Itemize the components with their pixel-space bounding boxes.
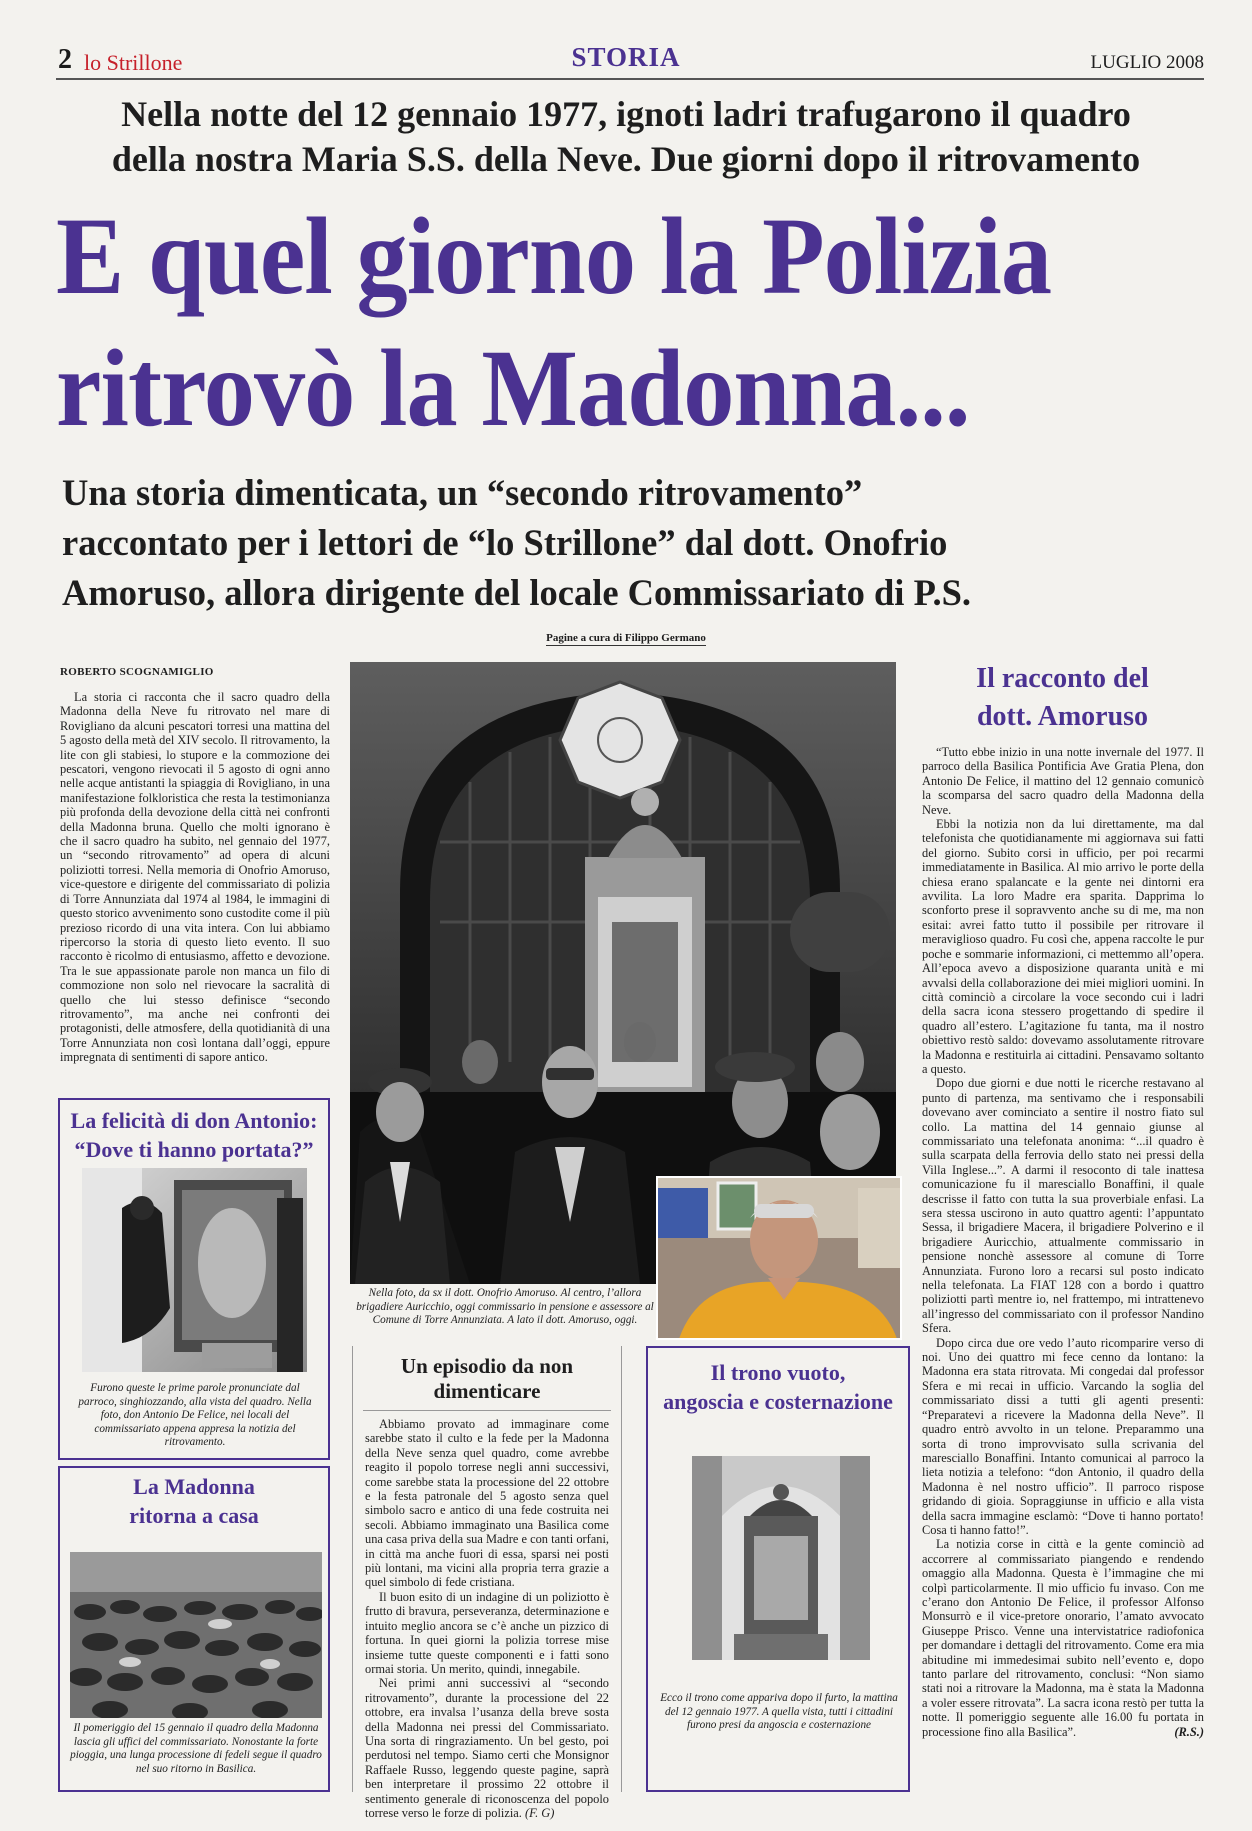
subhead (62, 468, 1222, 618)
episodio-text-2: Il buon esito di un indagine di un poliziotto è frutto di bravura, perseveranza, determinazione e intuito meglio ancora se c’è anche un pizzico di fortuna. In quei giorni la polizia torrese mise insieme tutte queste componenti e i fatti sono ormai storia. Un merito, quindi, innegabile. (365, 1589, 609, 1676)
racconto-title-2: dott. Amoruso (976, 701, 1149, 732)
subhead-line-2: raccontato per i lettori de “lo Strillone” dal dott. Onofrio (62, 522, 948, 563)
racconto-p5: La notizia corse in città e la gente cominciò ad accorrere al commissariato piangendo e rendendo omaggio alla Madonna. Questa è l’immagine che mi colpì particolarmente. Il mio ufficio fu invaso. Con me c’erano don Antonio De Felice, il professor Alfonso Monsurrò e il vice-pretore onorario, l’amato avvocato Giuseppe Prisco. Venne una intervistatrice radiofonica per domandare i dettagli del ritrovamento. Come era mia abitudine mi immedesimai subito nell’evento e, dopo tanto parlare del ritrovamento, conclusi: “Non siamo stati noi a ritrovare la Madonna, ma è stata la Madonna a voler essere ritrovata”. La sacra icona restò per tutta la notte. Il pomeriggio seguente alle 16.00 fu portata in processione fino alla Basilica”. (R.S.) (922, 1537, 1204, 1739)
racconto-p1: “Tutto ebbe inizio in una notte invernale del 1977. Il parroco della Basilica Pontificia Ave Gratia Plena, don Antonio De Felice, il mattino del 12 gennaio comunicò la scomparsa del sacro quadro della Madonna della Neve. (922, 745, 1204, 817)
box-ritorna-caption: Il pomeriggio del 15 gennaio il quadro della Madonna lascia gli uffici del commissariato. Nonostante la forte pioggia, una lunga processione di fedeli segue il quadro nel suo ritorno in Basilica. (70, 1722, 322, 1775)
racconto-title (950, 660, 1175, 736)
box-felicita-title-2: “Dove ti hanno portata?” (74, 1137, 314, 1162)
box-ritorna-title-2: ritorna a casa (129, 1503, 259, 1528)
section-title: STORIA (571, 42, 681, 72)
box-trono-title-1: Il trono vuoto, (710, 1360, 846, 1385)
procession-photo (70, 1552, 322, 1718)
don-antonio-photo (82, 1168, 307, 1372)
episodio-signature: (F. G) (525, 1805, 555, 1820)
subhead-line-3: Amoruso, allora dirigente del locale Commissariato di P.S. (62, 572, 972, 613)
box-felicita-title-1: La felicità di don Antonio: (70, 1108, 318, 1133)
box-felicita (58, 1098, 330, 1460)
curated-by: Pagine a cura di Filippo Germano (546, 632, 706, 644)
racconto-signature: (R.S.) (1174, 1724, 1204, 1739)
kicker-line-1: Nella notte del 12 gennaio 1977, ignoti ladri trafugarono il quadro (121, 94, 1131, 134)
page-number: 2 (58, 44, 72, 75)
episodio-text-3: Nei primi anni successivi al “secondo ritrovamento”, durante la processione del 22 ottobre, era invalsa l’usanza della breve sosta della Madonna nei pressi del Commissariato. Una sorta di ringraziamento. Un bel gesto, poi perdutosi nel tempo. Siamo certi che Monsignor Raffaele Russo, leggendo queste pagine, saprà ben interpretare il prossimo 22 ottobre il sentimento generale di riconoscenza del popolo torrese verso le forze di polizia. (F. G) (365, 1676, 609, 1820)
box-felicita-caption: Furono queste le prime parole pronunciate dal parroco, singhiozzando, alla vista del quadro. Nella foto, don Antonio De Felice, nei locali del commissariato appena appresa la notizia del ritrovamento. (78, 1382, 312, 1449)
main-photo-caption: Nella foto, da sx il dott. Onofrio Amoruso. Al centro, l’allora brigadiere Auricchio, oggi commissario in pensione e assessore al Comune di Torre Annunziata. A lato il dott. Amoruso, oggi. (356, 1287, 654, 1327)
kicker-line-2: della nostra Maria S.S. della Neve. Due giorni dopo il ritrovamento (111, 139, 1141, 179)
main-article-text: La storia ci racconta che il sacro quadro della Madonna della Neve fu ritrovato nel mare di Rovigliano da alcuni pescatori torresi una mattina del 5 agosto della metà del XIV secolo. Il ritrovamento, la lite con gli stabiesi, lo stupore e la commozione dei pescatori, vengono rievocati il 5 agosto di ogni anno nelle acque antistanti la spiaggia di Rovigliano, in una manifestazione folkloristica che resta la testimonianza più profonda della devozione della città nei confronti della Madonna bruna. Quello che molti ignorano è che il sacro quadro ha subito, nel gennaio del 1977, un “secondo ritrovamento” ad opera di alcuni poliziotti torresi. Nella memoria di Onofrio Amoruso, vice-questore e dirigente del commissariato di polizia di Torre Annunziata dal 1974 al 1984, le immagini di questo storico avvenimento sono custodite come il più prezioso ricordo di una vita intera. Con lui abbiamo ripercorso la storia di questo lieto evento. Il suo racconto è ricolmo di entusiasmo, affetto e devozione. Tra le sue appassionate parole non manca un filo di commozione non solo nel rievocare la sacralità di quello che lui stesso definisce “secondo ritrovamento”, ma anche nei confronti dei protagonisti, delle atmosfere, della quotidianità di una Torre Annunziata non così lontana dall’oggi, eppure impregnata di sentimenti di sapore antico. (60, 690, 330, 1065)
subhead-line-1: Una storia dimenticata, un “secondo ritrovamento” (62, 472, 863, 513)
headline-line-2: ritrovò la Madonna... (56, 327, 970, 449)
masthead-rule (56, 78, 1204, 80)
kicker (40, 92, 1212, 182)
episodio-text-1: Abbiamo provato ad immaginare come sarebbe stato il culto e la fede per la Madonna della Neve senza quel quadro, come avrebbe reagito il popolo torrese negli anni successivi, come sarebbe stata la processione del 22 ottobre e la festa patronale del 5 agosto senza quel simbolo sacro e antico di una fede costruita nei secoli. Abbiamo immaginato una Basilica come una casa priva della sua Madre e con tanti orfani, in città ma anche fuori di essa, sparsi nei posti più lontani, ma vicini alla propria terra grazie a quel simbolo di fede cristiana. (365, 1417, 609, 1590)
racconto-p2: Ebbi la notizia non da lui direttamente, ma dal telefonista che quotidianamente mi aggiornava sui fatti del giorno. Subito corsi in ufficio, per poi recarmi immediatamente in Basilica. Al mio arrivo le porte della chiesa erano spalancate e la gente nei dintorni era avvilita. La loro Madre era sparita. Dapprima lo sconforto prese il sopravvento anche su di me, ma non esitai: avrei fatto tutto il possibile per ritrovare il meraviglioso quadro. Fu così che, appena raccolte le pur poche e sommarie informazioni, ci mettemmo all’opera. All’epoca avevo a disposizione quaranta unità e mi avvalsi della collaborazione dei miei migliori uomini. In città cominciò a circolare la voce secondo cui i ladri della sacra icona stessero progettando di spedire il quadro all’estero. L’agitazione fu tanta, ma il nostro obiettivo restò saldo: dovevamo assolutamente ritrovare la Madonna e restituirla ai cittadini. Pensavamo soltanto a questo. (922, 817, 1204, 1076)
episodio-title: Un episodio da non dimenticare (363, 1354, 611, 1411)
racconto-text (922, 745, 1204, 1739)
paper-name: lo Strillone (84, 50, 183, 75)
issue-date: LUGLIO 2008 (1090, 52, 1204, 73)
box-ritorna (58, 1466, 330, 1792)
box-trono (646, 1346, 910, 1792)
amoruso-today-photo (656, 1176, 902, 1340)
racconto-p4: Dopo circa due ore vedo l’auto ricomparire verso di noi. Uno dei quattro mi fece cenno da lontano: la Madonna era stata ritrovata. Mi congedai dal professor Sfera e mi recai in ufficio. Varcando la soglia del commissariato dissi a tutti gli agenti presenti: “Preparatevi a ricevere la Madonna della Neve”. Il quadro entrò avvolto in un telone. Preparammo una sorta di trono improvvisato sulla scrivania del maresciallo Bonaffini. Intanto comunicai al parroco la lieta notizia a telefono: “don Antonio, il quadro della Madonna è nel nostro ufficio”. Il parroco rispose gridando di gioia. Sopraggiunse in ufficio e alla vista della sacra immagine esclamò: “Dove ti hanno portato! Cosa ti hanno fatto!”. (922, 1335, 1204, 1537)
box-trono-title-2: angoscia e costernazione (663, 1389, 893, 1414)
byline: ROBERTO SCOGNAMIGLIO (60, 666, 214, 678)
headline (56, 190, 1153, 454)
racconto-p3: Dopo due giorni e due notti le ricerche restavano al punto di partenza, ma sentivamo che i responsabili dovevano aver cominciato a sentire il nostro fiato sul collo. La mattina del 14 gennaio giunse al commissariato una telefonata anonima: “...il quadro è sulla scarpata della ferrovia dello stato nei pressi della Villa Inglese...”. A darmi il resoconto di tale inattesa comunicazione fu il maresciallo Bonaffini, il quale descrisse il fatto con tutta la sua proverbiale enfasi. La sera stessa uscirono in auto quattro agenti: l’appuntato Sessa, il brigadiere Macera, il brigadiere Polverino e il brigadiere Auricchio, attualmente commissario in pensione nonchè assessore al comune di Torre Annunziata. Furono loro a recarsi sul posto indicato nella telefonata. La FIAT 128 con a bordo i quattro poliziotti partì mentre io, nel frattempo, mi intrattenevo all’ingresso del commissariato con il professor Nandino Sfera. (922, 1076, 1204, 1336)
box-trono-caption: Ecco il trono come appariva dopo il furto, la mattina del 12 gennaio 1977. A quella vista, tutti i cittadini furono presi da angoscia e costernazione (660, 1692, 898, 1732)
racconto-title-1: Il racconto del (976, 663, 1149, 694)
headline-line-1: E quel giorno la Polizia (56, 195, 1052, 317)
episodio-section (352, 1346, 622, 1820)
empty-throne-photo (692, 1456, 870, 1660)
box-ritorna-title-1: La Madonna (133, 1474, 255, 1499)
